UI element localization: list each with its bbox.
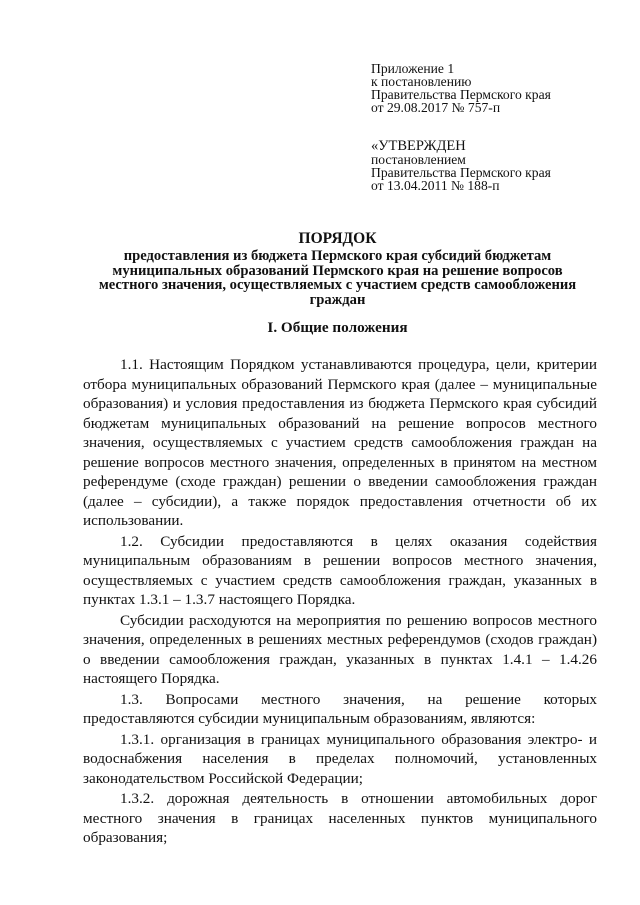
paragraph: 1.2. Субсидии предоставляются в целях оказания содействия муниципальным образованиям в решении вопросов местного значения, осуществляемых с участием средств самообложения граждан, указанных в пунктах 1.3.1 – 1.3.7 настоящего Порядка. bbox=[83, 532, 597, 608]
appendix-line: от 29.08.2017 № 757-п bbox=[371, 100, 501, 115]
appendix-stamp bbox=[371, 62, 621, 114]
appendix-line: Приложение 1 bbox=[371, 61, 455, 76]
approval-line: «УТВЕРЖДЕН bbox=[371, 138, 466, 154]
appendix-line: к постановлению bbox=[371, 74, 472, 89]
paragraph: Субсидии расходуются на мероприятия по решению вопросов местного значения, определенных в решениях местных референдумов (сходов граждан) о введении самообложения граждан, указанных в пунктах 1.4.1 – 1.4.26 настоящего Порядка. bbox=[83, 611, 597, 687]
document-title: ПОРЯДОК bbox=[298, 230, 377, 247]
appendix-line: Правительства Пермского края bbox=[371, 87, 551, 102]
document-subtitle: предоставления из бюджета Пермского края субсидий бюджетам муниципальных образований Пермского края на решение вопросов местного значения, осуществляемых с участием средств самообложения граждан bbox=[98, 248, 577, 308]
approval-line: постановлением bbox=[371, 152, 466, 167]
approval-line: Правительства Пермского края bbox=[371, 165, 551, 180]
paragraph: 1.3.2. дорожная деятельность в отношении автомобильных дорог местного значения в границах населенных пунктов муниципального образования; bbox=[83, 790, 597, 846]
section-heading: I. Общие положения bbox=[267, 319, 408, 336]
paragraph: 1.3. Вопросами местного значения, на решение которых предоставляются субсидии муниципальным образованиям, являются: bbox=[83, 690, 597, 727]
approval-line: от 13.04.2011 № 188-п bbox=[371, 178, 500, 193]
approval-stamp bbox=[371, 140, 621, 192]
paragraph: 1.3.1. организация в границах муниципального образования электро- и водоснабжения населения в пределах полномочий, установленных законодательством Российской Федерации; bbox=[83, 730, 597, 787]
paragraph: 1.1. Настоящим Порядком устанавливаются процедура, цели, критерии отбора муниципальных образований Пермского края (далее – муниципальные образования) и условия предоставления из бюджета Пермского края субсидий бюджетам муниципальных образований на решение вопросов местного значения, осуществляемых с участием средств самообложения граждан на решение вопросов местного значения, определенных в принятом на местном референдуме (сходе граждан) решении о введении самообложения граждан (далее – субсидии), а также порядок предоставления отчетности об их использовании. bbox=[83, 356, 597, 529]
document-body bbox=[83, 355, 597, 848]
